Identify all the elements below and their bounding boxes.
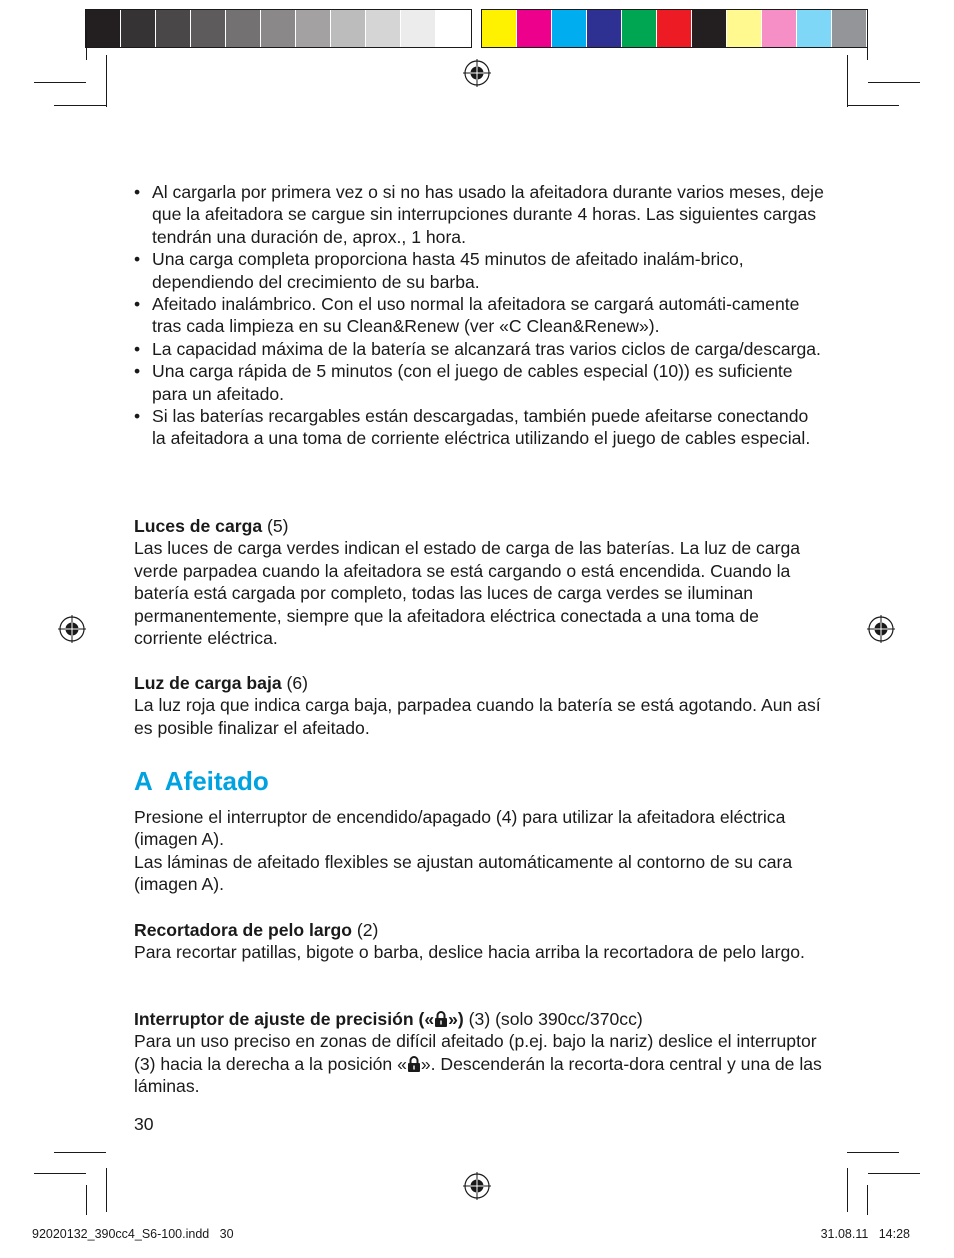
precision-switch-section: [134, 1008, 824, 1098]
crop-mark: [86, 30, 87, 60]
crop-mark: [867, 1185, 868, 1215]
gray-swatch: [296, 10, 331, 47]
gray-swatch: [86, 10, 121, 47]
subheading: [134, 1009, 464, 1029]
crop-mark: [847, 105, 899, 106]
bullet-marker: •: [134, 338, 141, 359]
crop-mark: [847, 1168, 848, 1212]
crop-mark: [34, 1173, 86, 1174]
paragraph: La luz roja que indica carga baja, parpadea cuando la batería se está agotando. Aun así es posible finalizar el afeitado.: [134, 695, 821, 738]
crop-mark: [86, 1185, 87, 1215]
paragraph: [134, 1030, 824, 1097]
color-swatch: [657, 10, 692, 47]
paragraph: Presione el interruptor de encendido/apagado (4) para utilizar la afeitadora eléctrica (imagen A).: [134, 807, 786, 850]
color-swatch: [517, 10, 552, 47]
crop-mark: [34, 82, 86, 83]
slug-file-info: 92020132_390cc4_S6-100.indd 30: [32, 1227, 234, 1241]
gray-swatch: [121, 10, 156, 47]
bullet-marker: •: [134, 406, 141, 427]
charge-lights-section: [134, 515, 824, 649]
lock-icon: [434, 1011, 448, 1027]
bullet-marker: •: [134, 294, 141, 315]
gray-swatch: [401, 10, 436, 47]
list-item: [134, 338, 824, 360]
list-item-text: La capacidad máxima de la batería se alcanzará tras varios ciclos de carga/descarga.: [152, 338, 821, 359]
long-hair-trimmer-section: [134, 919, 824, 964]
registration-mark-icon: [463, 59, 491, 87]
crop-mark: [868, 1173, 920, 1174]
color-swatch: [482, 10, 517, 47]
slug-date: 31.08.11 14:28: [820, 1227, 910, 1241]
gray-swatch: [156, 10, 191, 47]
crop-mark: [54, 105, 106, 106]
crop-mark: [868, 82, 920, 83]
list-item-text: Una carga rápida de 5 minutos (con el juego de cables especial (10)) es suficiente para un afeitado.: [152, 361, 793, 404]
registration-mark-icon: [58, 615, 86, 643]
paragraph: Las láminas de afeitado flexibles se ajustan automáticamente al contorno de su cara (imagen A).: [134, 851, 793, 895]
registration-mark-icon: [867, 615, 895, 643]
gray-swatch: [261, 10, 296, 47]
reference-number: (5): [262, 516, 289, 536]
lock-icon: [407, 1056, 421, 1072]
subheading-part: Interruptor de ajuste de precisión («: [134, 1009, 435, 1029]
color-swatch: [692, 10, 727, 47]
list-item: [134, 405, 824, 450]
color-swatch: [552, 10, 587, 47]
section-title: Afeitado: [164, 766, 269, 796]
section-letter: A: [134, 766, 153, 796]
list-item-text: Al cargarla por primera vez o si no has usado la afeitadora durante varios meses, deje que la afeitadora se cargue sin interrupciones durante 4 horas. Las siguientes cargas tendrán una duración de, aprox., 1 hora.: [152, 182, 824, 247]
paragraph: Las luces de carga verdes indican el estado de carga de las baterías. La luz de carga verde parpadea cuando la afeitadora se está cargando o está encendida. Cuando la batería está cargada por completo, todas las luces de carga verdes se iluminan permanentemente, siempre que la afeitadora eléctrica conectada a una toma de corriente eléctrica.: [134, 538, 801, 649]
color-swatch: [587, 10, 622, 47]
gray-swatch: [366, 10, 401, 47]
section-heading: [134, 764, 269, 798]
list-item-text: Si las baterías recargables están descargadas, también puede afeitarse conectando la afeitadora a una toma de corriente eléctrica utilizando el juego de cables especial.: [152, 406, 811, 449]
reference-number: (6): [281, 673, 309, 693]
registration-mark-icon: [463, 1172, 491, 1200]
subheading: Recortadora de pelo largo: [134, 920, 353, 940]
shaving-intro: [134, 806, 824, 896]
bullet-marker: •: [134, 182, 141, 202]
crop-mark: [847, 55, 848, 107]
crop-mark: [867, 30, 868, 60]
list-item: [134, 181, 824, 248]
reference-number: (2): [352, 920, 379, 940]
crop-mark: [847, 1152, 899, 1153]
low-charge-light-section: [134, 672, 824, 739]
color-swatch: [832, 10, 867, 47]
list-item: [134, 360, 824, 405]
list-item: [134, 293, 824, 338]
gray-swatch: [436, 10, 471, 47]
paragraph-part: Para un uso preciso en zonas de difícil afeitado (p.ej. bajo la nariz) deslice el interruptor (3) hacia la derecha a la posición «: [134, 1031, 817, 1074]
reference-number: (3) (solo 390cc/370cc): [463, 1009, 643, 1029]
gray-swatch: [331, 10, 366, 47]
color-swatch: [797, 10, 832, 47]
list-item-text: Una carga completa proporciona hasta 45 minutos de afeitado inalám-brico, dependiendo del crecimiento de su barba.: [152, 249, 744, 292]
gray-swatch: [191, 10, 226, 47]
paragraph: Para recortar patillas, bigote o barba, deslice hacia arriba la recortadora de pelo largo.: [134, 942, 805, 963]
crop-mark: [106, 1168, 107, 1212]
grayscale-color-bar: [86, 10, 471, 47]
charging-notes-list: [134, 181, 824, 450]
list-item-text: Afeitado inalámbrico. Con el uso normal la afeitadora se cargará automáti-camente tras cada limpieza en su Clean&Renew (ver «C Clean&Renew»).: [152, 294, 800, 337]
paragraph-part: ». Descenderán la recorta-dora central y una de las láminas.: [134, 1053, 822, 1097]
gray-swatch: [226, 10, 261, 47]
color-swatch: [762, 10, 797, 47]
crop-mark: [54, 1152, 106, 1153]
process-color-bar: [482, 10, 867, 47]
subheading: Luces de carga: [134, 516, 263, 536]
subheading: Luz de carga baja: [134, 673, 282, 693]
bullet-marker: •: [134, 249, 141, 270]
crop-mark: [106, 55, 107, 107]
list-item: [134, 248, 824, 293]
subheading-part: »): [448, 1009, 464, 1029]
color-swatch: [727, 10, 762, 47]
page-number: 30: [134, 1114, 154, 1134]
color-swatch: [622, 10, 657, 47]
bullet-marker: •: [134, 361, 141, 382]
